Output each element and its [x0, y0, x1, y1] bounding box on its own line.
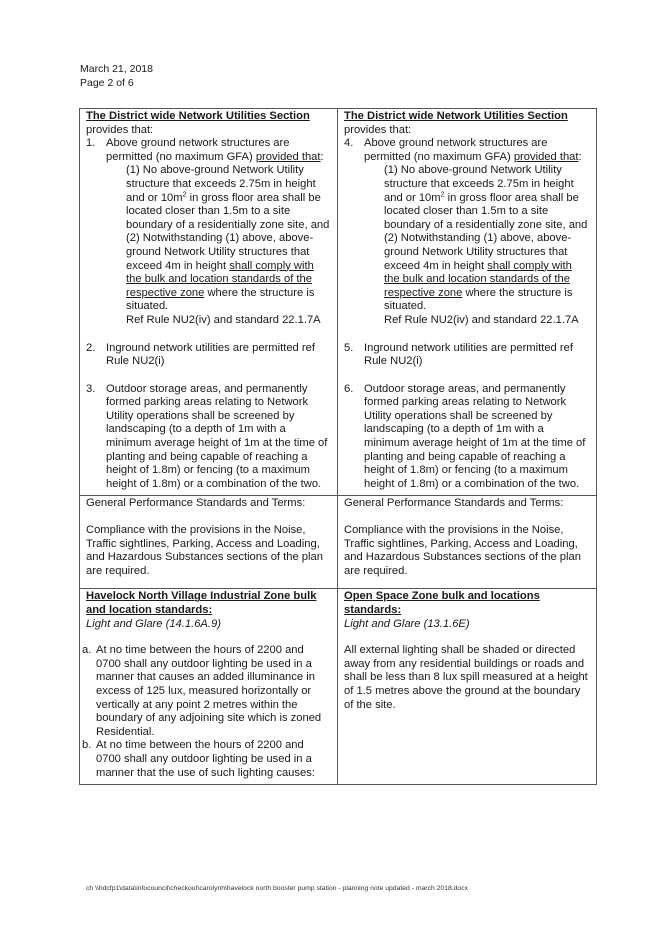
- general-heading: General Performance Standards and Terms:: [344, 497, 564, 510]
- document-path-footer: ch \\hdcfp1\data\infocouncil\checkout\carolynh\havelock north booster pump station - planning note updated - march 2018.docx: [86, 885, 468, 892]
- sub-rule-1: (1) No above-ground Network Utility structure that exceeds 2.75m in height and or $10m^2$ in gross floor area shall be located closer than 1.5m to a site boundary of a residentially zone site, and: [384, 164, 588, 231]
- table-row: [80, 109, 597, 496]
- general-text: Compliance with the provisions in the Noise, Traffic sightlines, Parking, Access and Loading, and Hazardous Substances sections of the plan are required.: [86, 524, 323, 577]
- open-space-zone-cell: [338, 589, 597, 785]
- provided-that: provided that: [513, 150, 579, 163]
- right-intro: provides that:: [344, 123, 412, 136]
- list-item: [86, 383, 331, 492]
- list-item: [344, 342, 590, 369]
- general-text: Compliance with the provisions in the Noise, Traffic sightlines, Parking, Access and Loading, and Hazardous Substances sections of the plan are required.: [344, 524, 581, 577]
- item-text: At no time between the hours of 2200 and 0700 shall any outdoor lighting be used in a manner that causes an added illuminance in excess of 125 lux, measured horizontally or vertically at any point 2 metres within the boundary of any adjoining site which is zoned Residential.: [96, 644, 322, 738]
- rule-reference: Ref Rule NU2(iv) and standard 22.1.7A: [384, 313, 579, 326]
- list-item: [86, 137, 331, 327]
- item-text: Outdoor storage areas, and permanently formed parking areas relating to Network Utility operations shall be screened by landscaping (to a depth of 1m with a minimum average height of 1m at the time of planting and being capable of reaching a height of 1.8m) or fencing (to a maximum height of 1.8m) or a combination of the two.: [106, 382, 328, 490]
- item-number: 3.: [86, 382, 96, 395]
- item-text: Above ground network structures are permitted (no maximum GFA): [364, 137, 548, 163]
- item-text: Inground network utilities are permitted ref Rule NU2(i): [106, 341, 315, 368]
- item-label: b.: [82, 739, 92, 752]
- industrial-zone-cell: [80, 589, 338, 785]
- list-item: [82, 644, 331, 739]
- sub-rule-1: (1) No above-ground Network Utility structure that exceeds 2.75m in height and or $10m^2$ in gross floor area shall be located closer than 1.5m to a site boundary of a residentially zone site, and: [126, 164, 330, 231]
- list-item: [86, 342, 331, 369]
- industrial-zone-title: Havelock North Village Industrial Zone bulk and location standards:: [86, 590, 317, 616]
- list-item: [82, 739, 331, 780]
- left-general-cell: [80, 496, 338, 589]
- open-space-subtitle: Light and Glare (13.1.6E): [344, 617, 470, 630]
- open-space-title: Open Space Zone bulk and locations standards:: [344, 590, 540, 616]
- item-number: 6.: [344, 382, 354, 395]
- left-intro: provides that:: [86, 123, 154, 136]
- sub-rule-2: (2) Notwithstanding (1) above, above-ground Network Utility structures that exceed 4m in height shall comply with the bulk and location standards of the respective zone where the structure is situated.: [126, 232, 315, 313]
- sub-rule-2: (2) Notwithstanding (1) above, above-ground Network Utility structures that exceed 4m in height shall comply with the bulk and location standards of the respective zone where the structure is situated.: [384, 232, 573, 313]
- colon: :: [320, 150, 324, 163]
- item-text: Outdoor storage areas, and permanently formed parking areas relating to Network Utility operations shall be screened by landscaping (to a depth of 1m with a minimum average height of 1m at the time of planting and being capable of reaching a height of 1.8m) or fencing (to a maximum height of 1.8m) or a combination of the two.: [364, 382, 586, 490]
- rule-reference: Ref Rule NU2(iv) and standard 22.1.7A: [126, 313, 321, 326]
- item-number: 2.: [86, 341, 96, 354]
- table-row: [80, 496, 597, 589]
- page-header: [80, 62, 153, 90]
- list-item: [344, 383, 590, 492]
- industrial-zone-subtitle: Light and Glare (14.1.6A.9): [86, 617, 221, 630]
- colon: :: [578, 150, 582, 163]
- item-text: Inground network utilities are permitted ref Rule NU2(i): [364, 341, 573, 368]
- item-number: 5.: [344, 341, 354, 354]
- left-network-cell: [80, 109, 338, 496]
- item-number: 4.: [344, 137, 354, 150]
- item-text: Above ground network structures are permitted (no maximum GFA): [106, 137, 290, 163]
- standards-table: [79, 108, 597, 785]
- header-date: March 21, 2018: [80, 63, 153, 75]
- general-heading: General Performance Standards and Terms:: [86, 497, 306, 510]
- item-text: At no time between the hours of 2200 and 0700 shall any outdoor lighting be used in a manner that the use of such lighting causes:: [96, 739, 315, 779]
- open-space-text: All external lighting shall be shaded or directed away from any residential buildings or roads and shall be less than 8 lux spill measured at a height of 1.5 metres above the ground at the boundary of the site.: [344, 644, 588, 711]
- right-general-cell: [338, 496, 597, 589]
- header-page-number: Page 2 of 6: [80, 77, 134, 89]
- list-item: [344, 137, 590, 327]
- right-section-title: The District wide Network Utilities Section: [344, 110, 568, 122]
- left-section-title: The District wide Network Utilities Section: [86, 110, 310, 122]
- item-number: 1.: [86, 137, 96, 150]
- provided-that: provided that: [255, 150, 321, 163]
- right-network-cell: [338, 109, 597, 496]
- table-row: [80, 589, 597, 785]
- item-label: a.: [82, 644, 92, 657]
